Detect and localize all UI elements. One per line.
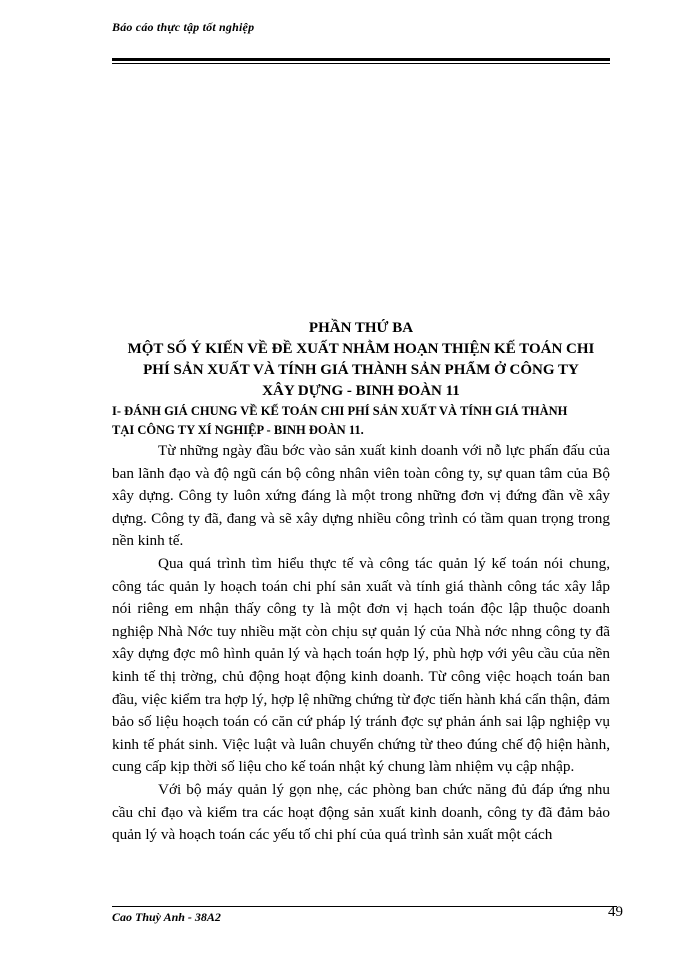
footer-author: Cao Thuỳ Anh - 38A2 [112,910,221,924]
page-header [112,20,610,35]
header-rule-thick [112,58,610,61]
paragraph-2: Qua quá trình tìm hiểu thực tế và công tác quản lý kế toán nói chung, công tác quản ly hoạch toán chi phí sản xuất và tính giá thành công tác xây lắp nói riêng em nhận thấy công ty là một đơn vị hạch toán độc lập thuộc doanh nghiệp Nhà Nớc tuy nhiều mặt còn chịu sự quản lý của Nhà nớc nhng công ty đã xây dựng đợc mô hình quản lý và hạch toán hợp lý, phù hợp với yêu cầu của nền kinh tế thị trờng, chủ động hoạt động kinh doanh. Từ công việc hoạch toán ban đầu, việc kiểm tra hợp lý, hợp lệ những chứng từ đợc tiến hành khá cẩn thận, đảm bảo số liệu hoạch toán có căn cứ pháp lý tránh đợc sự phản ánh sai lập nghiệp vụ kinh tế phát sinh. Việc luật và luân chuyển chứng từ theo đúng chế độ hiện hành, cung cấp kịp thời số liệu cho kế toán nhật ký chung làm nhiệm vụ cập nhập. [112,554,610,776]
chapter-title-line-1: PHẦN THỨ BA [308,320,414,336]
chapter-title [112,318,610,402]
chapter-title-line-4: XÂY DỰNG - BINH ĐOÀN 11 [262,383,460,399]
section-heading-line-2: TẠI CÔNG TY XÍ NGHIỆP - BINH ĐOÀN 11. [112,423,364,437]
footer-rule [112,906,617,907]
body-text [112,440,610,847]
chapter-title-line-2: MỘT SỐ Ý KIẾN VỀ ĐỀ XUẤT NHẰM HOẠN THIỆN KẾ TOÁN CHI [127,341,595,357]
header-title: Báo cáo thực tập tốt nghiệp [112,20,255,34]
page-number: 49 [608,904,623,920]
section-heading [112,402,610,440]
page-footer [112,904,623,936]
paragraph-1: Từ những ngày đầu bớc vào sản xuất kinh doanh với nỗ lực phấn đấu của ban lãnh đạo và độ ngũ cán bộ công nhân viên toàn công ty, sự quan tâm của Bộ xây dựng. Công ty luôn xứng đáng là một trong những đơn vị đứng đần về xây dựng. Công ty đã, đang và sẽ xây dựng nhiều công trình có tầm quan trọng trong nền kinh tế. [112,442,610,550]
chapter-title-line-3: PHÍ SẢN XUẤT VÀ TÍNH GIÁ THÀNH SẢN PHẨM Ở CÔNG TY [143,362,579,378]
paragraph-3: Với bộ máy quản lý gọn nhẹ, các phòng ban chức năng đủ đáp ứng nhu cầu chỉ đạo và kiểm tra các hoạt động sản xuất kinh doanh, công ty đã đảm bảo quản lý và hoạch toán các yếu tố chi phí của quá trình sản xuất một cách [112,780,610,844]
section-heading-line-1: I- ĐÁNH GIÁ CHUNG VỀ KẾ TOÁN CHI PHÍ SẢN XUẤT VÀ TÍNH GIÁ THÀNH [112,404,568,418]
header-rule-thin [112,63,610,64]
